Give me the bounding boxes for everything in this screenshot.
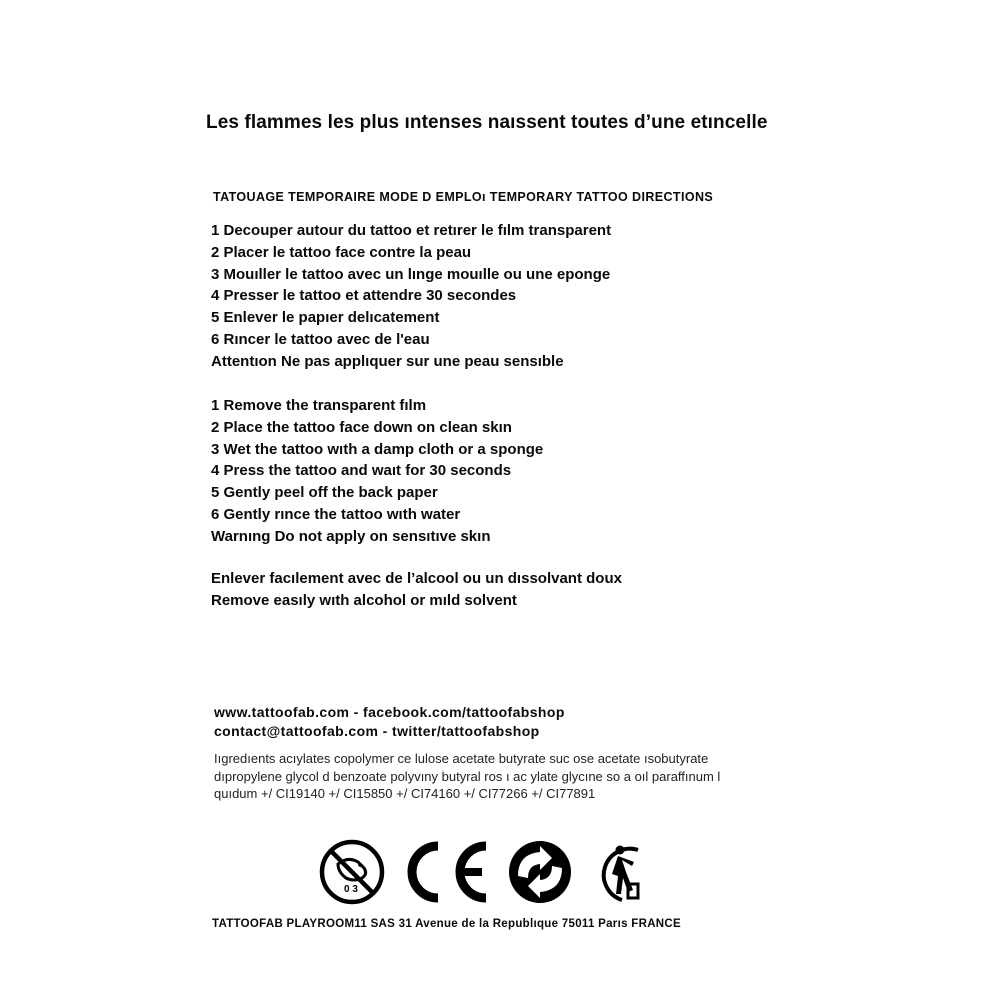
directions-header: TATOUAGE TEMPORAIRE MODE D EMPLOı TEMPORARY TATTOO DIRECTIONS xyxy=(213,190,714,204)
tidyman-icon xyxy=(588,838,648,906)
instruction-fr-4: 4 Presser le tattoo et attendre 30 secondes xyxy=(211,287,517,305)
recycle-icon xyxy=(506,838,574,906)
instruction-en-1: 1 Remove the transparent fılm xyxy=(211,397,427,414)
instructions-en xyxy=(211,395,543,548)
instruction-fr-6: 6 Rıncer le tattoo avec de l'eau xyxy=(211,330,430,348)
removal-fr: Enlever facılement avec de l’alcool ou un dıssolvant doux xyxy=(211,570,622,587)
removal-instructions xyxy=(211,568,622,612)
instruction-en-4: 4 Press the tattoo and waıt for 30 seconds xyxy=(211,462,512,480)
instruction-fr-3: 3 Mouıller le tattoo avec un lınge mouılle ou une eponge xyxy=(211,265,611,283)
ingredients-text: Iıgredıents acıylates copolymer ce lulose acetate butyrate suc ose acetate ısobutyrate dıpropylene glycol d benzoate polyvıny butyral ros ı ac ylate glycıne so a oıl paraffınum l quıdum +/ CI19140 +/ CI15850 +/ CI74160 +/ CI77266 +/ CI77891 xyxy=(214,751,721,801)
instruction-fr-5: 5 Enlever le papıer delıcatement xyxy=(211,309,440,327)
tagline: Les flammes les plus ıntenses naıssent toutes d’une etıncelle xyxy=(206,112,768,133)
certification-icons xyxy=(318,838,648,906)
instruction-fr-1: 1 Decouper autour du tattoo et retırer le fılm transparent xyxy=(211,222,612,239)
instruction-en-3: 3 Wet the tattoo wıth a damp cloth or a sponge xyxy=(211,440,544,458)
instructions-fr xyxy=(211,220,611,373)
instruction-en-5: 5 Gently peel off the back paper xyxy=(211,484,438,502)
ce-mark-icon xyxy=(400,838,492,906)
removal-en: Remove easıly wıth alcohol or mıld solvent xyxy=(211,591,517,609)
contact-block xyxy=(214,703,565,741)
contact-web: www.tattoofab.com - facebook.com/tattoofabshop xyxy=(214,704,565,720)
instruction-en-6: 6 Gently rınce the tattoo wıth water xyxy=(211,505,461,523)
instruction-fr-2: 2 Placer le tattoo face contre la peau xyxy=(211,243,472,261)
contact-email: contact@tattoofab.com - twitter/tattoofabshop xyxy=(214,723,540,739)
warning-en: Warnıng Do not apply on sensıtıve skın xyxy=(211,527,491,545)
instruction-en-2: 2 Place the tattoo face down on clean skın xyxy=(211,418,512,436)
company-footer: TATTOOFAB PLAYROOM11 SAS 31 Avenue de la Republıque 75011 Parıs FRANCE xyxy=(212,918,681,930)
warning-fr: Attentıon Ne pas applıquer sur une peau sensıble xyxy=(211,352,564,370)
age-label: 0 3 xyxy=(344,884,358,895)
age-warning-icon xyxy=(318,838,386,906)
